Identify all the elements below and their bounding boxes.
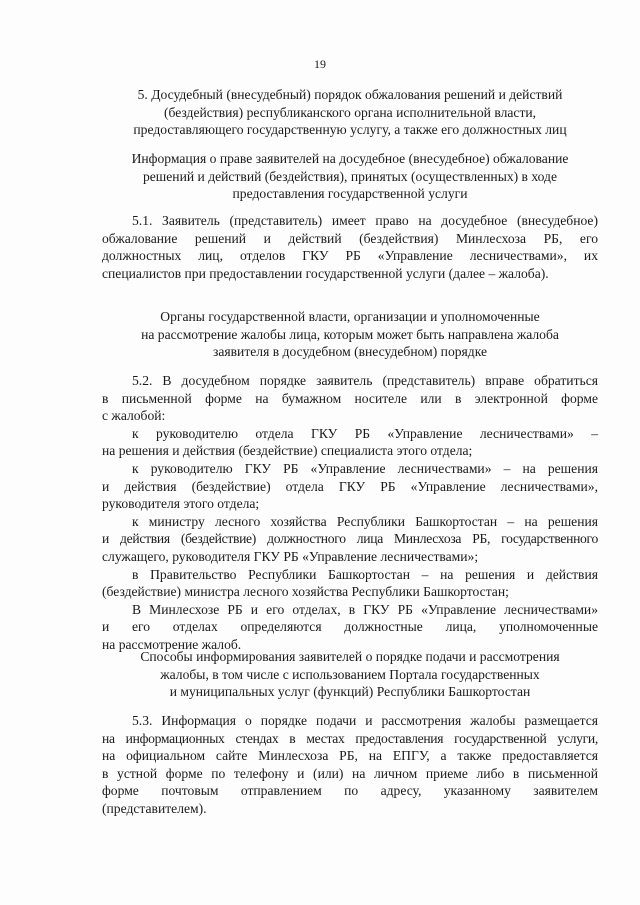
para-line: и его отделах определяются должностные лица, уполномоченные: [102, 619, 598, 635]
paragraph-5-3: [102, 712, 598, 818]
heading-line: и муниципальных услуг (функций) Республики Башкортостан: [169, 684, 531, 700]
ways-heading: [102, 648, 598, 701]
para-line: с жалобой:: [102, 408, 166, 424]
para-line: в устной форме по телефону и (или) на личном приеме либо в письменной: [102, 765, 598, 781]
para-line: и действия (бездействие) должностного лица Минлесхоза РБ, государственного: [102, 531, 598, 547]
para-line: 5.1. Заявитель (представитель) имеет право на досудебное (внесудебное): [132, 213, 598, 228]
para-line: специалистов при предоставлении государственной услуги (далее – жалоба).: [102, 265, 549, 281]
para-line: (представителем).: [102, 800, 207, 816]
para-line: на решения и действия (бездействие) специалиста этого отдела;: [102, 443, 473, 459]
heading-line: (бездействия) республиканского органа исполнительной власти,: [163, 104, 537, 120]
heading-line: Органы государственной власти, организации и уполномоченные: [160, 309, 540, 324]
para-line: форме почтовым отправлением по адресу, указанному заявителем: [102, 783, 598, 799]
heading-line: предоставляющего государственную услугу, а также его должностных лиц: [133, 122, 567, 138]
para-line: В Минлесхозе РБ и его отделах, в ГКУ РБ «Управление лесничествами»: [132, 601, 598, 617]
para-line: на информационных стендах в местах предоставления государственной услуги,: [102, 730, 598, 746]
para-line: руководителя этого отдела;: [102, 496, 260, 512]
para-line: к министру лесного хозяйства Республики Башкортостан – на решения: [132, 513, 598, 529]
para-line: 5.3. Информация о порядке подачи и рассмотрения жалобы размещается: [132, 713, 598, 728]
para-line: к руководителю отдела ГКУ РБ «Управление лесничествами» –: [132, 425, 598, 441]
para-line: в письменной форме на бумажном носителе или в электронной форме: [102, 390, 598, 406]
heading-line: 5. Досудебный (внесудебный) порядок обжалования решений и действий: [137, 87, 563, 102]
para-line: и действия (бездействие) отдела ГКУ РБ «Управление лесничествами»,: [102, 478, 598, 494]
para-line: должностных лиц, отделов ГКУ РБ «Управление лесничествами», их: [102, 248, 598, 264]
paragraph-5-1: [102, 212, 598, 282]
paragraph-5-2: [102, 372, 598, 654]
heading-line: решений и действий (бездействия), принятых (осуществленных) в ходе: [142, 168, 558, 184]
info-rights-heading: [102, 150, 598, 203]
para-line: служащего, руководителя ГКУ РБ «Управление лесничествами»;: [102, 548, 479, 564]
para-line: 5.2. В досудебном порядке заявитель (представитель) вправе обратиться: [132, 373, 598, 388]
organs-heading: [102, 308, 598, 361]
page-number: 19: [314, 57, 326, 71]
para-line: обжалование решений и действий (бездействия) Минлесхоза РБ, его: [102, 230, 598, 246]
section-5-heading: [102, 86, 598, 139]
para-line: (бездействие) министра лесного хозяйства Республики Башкортостан;: [102, 584, 509, 600]
heading-line: заявителя в досудебном (внесудебном) порядке: [212, 344, 488, 360]
para-line: к руководителю ГКУ РБ «Управление лесничествами» – на решения: [132, 460, 598, 476]
heading-line: Информация о праве заявителей на досудебное (внесудебное) обжалование: [131, 151, 569, 166]
para-line: на рассмотрение жалоб.: [102, 636, 242, 652]
heading-line: предоставления государственной услуги: [232, 186, 468, 202]
heading-line: жалобы, в том числе с использованием Портала государственных: [160, 666, 540, 682]
heading-line: на рассмотрение жалобы лица, которым может быть направлена жалоба: [141, 326, 559, 342]
para-line: на официальном сайте Минлесхоза РБ, на ЕПГУ, а также предоставляется: [102, 748, 598, 764]
heading-line: Способы информирования заявителей о порядке подачи и рассмотрения: [140, 649, 560, 664]
para-line: в Правительство Республики Башкортостан – на решения и действия: [132, 566, 598, 582]
